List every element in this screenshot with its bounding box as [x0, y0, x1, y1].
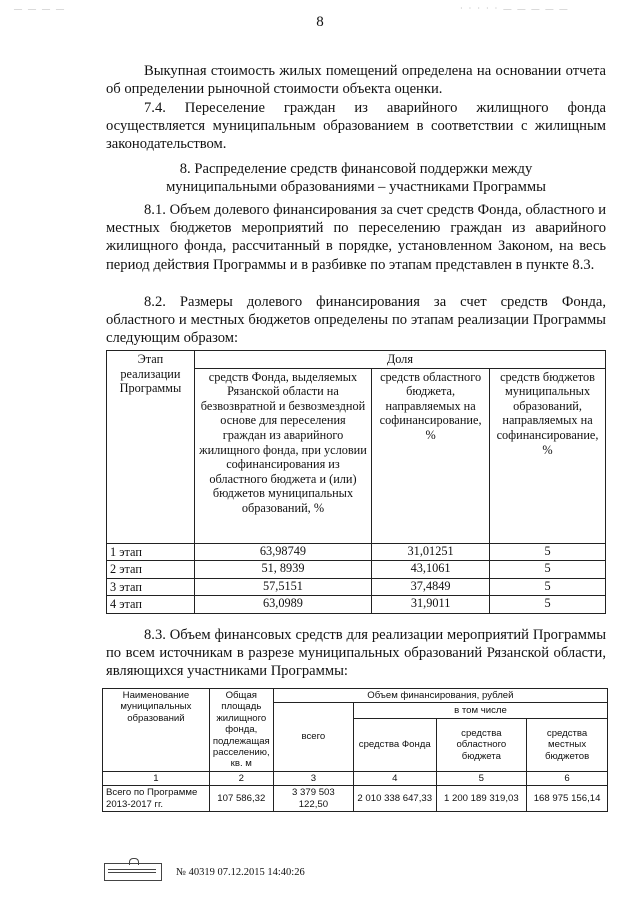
- regional-cell: 1 200 189 319,03: [436, 786, 527, 812]
- municipal-share-cell: 5: [490, 543, 606, 561]
- stage-cell: 1 этап: [107, 543, 195, 561]
- regional-share-cell: 37,4849: [372, 578, 490, 596]
- government-logo-icon: [104, 863, 162, 881]
- area-cell: 107 586,32: [209, 786, 273, 812]
- funding-table-header-fund: средства Фонда: [353, 718, 436, 771]
- column-number: 5: [436, 771, 527, 785]
- share-table-header-municipal: средств бюджетов муниципальных образований, направляемых на софинансирование, %: [490, 368, 606, 543]
- funding-table-header-including: в том числе: [353, 703, 607, 718]
- funding-table-header-local: средства местных бюджетов: [527, 718, 608, 771]
- total-cell: 3 379 503 122,50: [273, 786, 353, 812]
- column-number: 1: [103, 771, 210, 785]
- regional-share-cell: 31,9011: [372, 596, 490, 614]
- share-table-header-regional: средств областного бюджета, направляемых на софинансирование, %: [372, 368, 490, 543]
- fund-share-cell: 57,5151: [194, 578, 371, 596]
- funding-table-header-name: Наименование муниципальных образований: [103, 689, 210, 772]
- share-table-header-fund: средств Фонда, выделяемых Рязанской области на безвозвратной и безвозмездной основе для переселения граждан из аварийного жилищного фонда, при условии софинансирования из областного бюджета и (или) бюджетов муниципальных образований, %: [194, 368, 371, 543]
- municipal-share-cell: 5: [490, 596, 606, 614]
- share-table: [106, 350, 606, 614]
- fund-share-cell: 63,0989: [194, 596, 371, 614]
- funding-table: [102, 688, 608, 812]
- municipality-name-cell: Всего по Программе 2013-2017 гг.: [103, 786, 210, 812]
- funding-table-header-total: всего: [273, 703, 353, 771]
- paragraph-7-4: 7.4. Переселение граждан из аварийного жилищного фонда осуществляется муниципальным образованием в соответствии с жилищным законодательством.: [106, 100, 606, 153]
- municipal-share-cell: 5: [490, 561, 606, 579]
- stage-cell: 4 этап: [107, 596, 195, 614]
- share-table-header-stage: Этап реализации Программы: [107, 351, 195, 544]
- table-row: [107, 543, 606, 561]
- funding-table-header-volume: Объем финансирования, рублей: [273, 689, 607, 703]
- table-row: [107, 596, 606, 614]
- paragraph-8-2: 8.2. Размеры долевого финансирования за счет средств Фонда, областного и местных бюджетов определены по этапам реализации Программы следующим образом:: [106, 294, 606, 347]
- paragraph-valuation: Выкупная стоимость жилых помещений определена на основании отчета об определении рыночной стоимости объекта оценки.: [106, 63, 606, 98]
- regional-share-cell: 43,1061: [372, 561, 490, 579]
- table-row: [107, 578, 606, 596]
- fund-share-cell: 63,98749: [194, 543, 371, 561]
- share-table-header-share: Доля: [194, 351, 605, 369]
- section-heading-line2: муниципальными образованиями – участниками Программы: [166, 179, 546, 196]
- column-number: 4: [353, 771, 436, 785]
- municipal-share-cell: 5: [490, 578, 606, 596]
- section-heading-8: [106, 160, 606, 196]
- fund-cell: 2 010 338 647,33: [353, 786, 436, 812]
- stage-cell: 2 этап: [107, 561, 195, 579]
- table-row: [107, 561, 606, 579]
- funding-table-header-area: Общая площадь жилищного фонда, подлежащая расселению, кв. м: [209, 689, 273, 772]
- section-heading-line1: 8. Распределение средств финансовой поддержки между: [179, 161, 533, 177]
- table-row: [103, 786, 608, 812]
- stage-cell: 3 этап: [107, 578, 195, 596]
- page-number: 8: [316, 14, 324, 30]
- scan-mark-left: — — — —: [14, 4, 66, 13]
- column-number: 6: [527, 771, 608, 785]
- footer: [104, 862, 305, 882]
- paragraph-8-3: 8.3. Объем финансовых средств для реализации мероприятий Программы по всем источникам в разрезе муниципальных образований Рязанской области, являющихся участниками Программы:: [106, 627, 606, 680]
- column-number-row: [103, 771, 608, 785]
- paragraph-8-1: 8.1. Объем долевого финансирования за счет средств Фонда, областного и местных бюджетов мероприятий по переселению граждан из аварийного жилищного фонда, рассчитанный в порядке, установленном Законом, на весь период действия Программы и в разбивке по этапам представлен в пункте 8.3.: [106, 202, 606, 273]
- column-number: 2: [209, 771, 273, 785]
- scan-mark-right: · · · · · — — — — —: [460, 4, 570, 13]
- regional-share-cell: 31,01251: [372, 543, 490, 561]
- local-cell: 168 975 156,14: [527, 786, 608, 812]
- column-number: 3: [273, 771, 353, 785]
- funding-table-header-regional: средства областного бюджета: [436, 718, 527, 771]
- fund-share-cell: 51, 8939: [194, 561, 371, 579]
- document-reference: № 40319 07.12.2015 14:40:26: [176, 866, 305, 878]
